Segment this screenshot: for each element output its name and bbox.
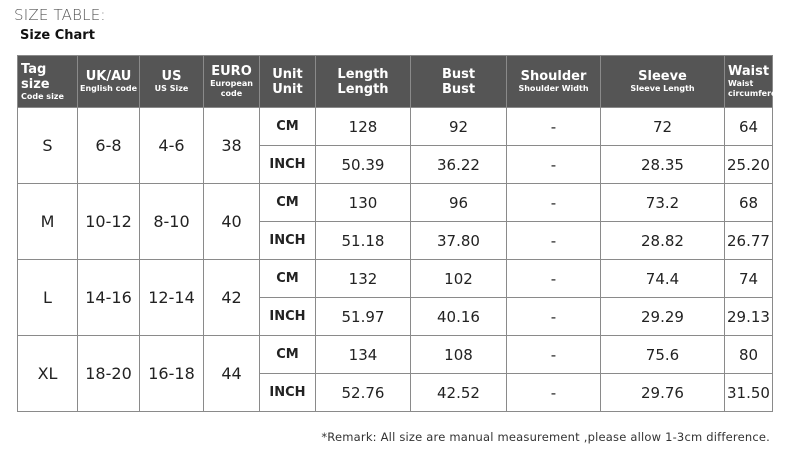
length-cell: 51.18	[316, 222, 411, 260]
waist-cell: 26.77	[725, 222, 773, 260]
uk-au-cell: 18-20	[78, 336, 140, 412]
euro-cell: 44	[204, 336, 260, 412]
bust-cell: 96	[411, 184, 507, 222]
waist-cell: 25.20	[725, 146, 773, 184]
us-cell: 4-6	[140, 108, 204, 184]
bust-cell: 36.22	[411, 146, 507, 184]
tag-size-cell: S	[18, 108, 78, 184]
unit-cell: INCH	[260, 222, 316, 260]
waist-cell: 31.50	[725, 374, 773, 412]
shoulder-cell: -	[507, 298, 601, 336]
bust-cell: 108	[411, 336, 507, 374]
us-cell: 8-10	[140, 184, 204, 260]
header-length: Length Length	[316, 56, 411, 108]
table-row	[18, 108, 773, 146]
us-cell: 16-18	[140, 336, 204, 412]
header-bust: Bust Bust	[411, 56, 507, 108]
shoulder-cell: -	[507, 222, 601, 260]
header-sleeve: Sleeve Sleeve Length	[601, 56, 725, 108]
euro-cell: 38	[204, 108, 260, 184]
sleeve-cell: 28.82	[601, 222, 725, 260]
size-table-title: SIZE TABLE:	[14, 6, 106, 24]
unit-cell: CM	[260, 260, 316, 298]
shoulder-cell: -	[507, 260, 601, 298]
length-cell: 51.97	[316, 298, 411, 336]
length-cell: 50.39	[316, 146, 411, 184]
length-cell: 130	[316, 184, 411, 222]
waist-cell: 29.13	[725, 298, 773, 336]
uk-au-cell: 6-8	[78, 108, 140, 184]
sleeve-cell: 29.29	[601, 298, 725, 336]
size-chart-table	[17, 55, 792, 412]
header-uk-au: UK/AU English code	[78, 56, 140, 108]
remark-note: *Remark: All size are manual measurement ,please allow 1-3cm difference.	[321, 430, 770, 444]
unit-cell: CM	[260, 108, 316, 146]
length-cell: 52.76	[316, 374, 411, 412]
size-chart-subtitle: Size Chart	[20, 28, 95, 43]
header-unit: Unit Unit	[260, 56, 316, 108]
shoulder-cell: -	[507, 336, 601, 374]
sleeve-cell: 28.35	[601, 146, 725, 184]
bust-cell: 40.16	[411, 298, 507, 336]
table-row	[18, 260, 773, 298]
sleeve-cell: 75.6	[601, 336, 725, 374]
header-shoulder: Shoulder Shoulder Width	[507, 56, 601, 108]
uk-au-cell: 10-12	[78, 184, 140, 260]
unit-cell: INCH	[260, 374, 316, 412]
sleeve-cell: 74.4	[601, 260, 725, 298]
euro-cell: 42	[204, 260, 260, 336]
header-waist: Waist Waist circumference	[725, 56, 773, 108]
bust-cell: 42.52	[411, 374, 507, 412]
us-cell: 12-14	[140, 260, 204, 336]
bust-cell: 37.80	[411, 222, 507, 260]
tag-size-cell: M	[18, 184, 78, 260]
waist-cell: 80	[725, 336, 773, 374]
bust-cell: 102	[411, 260, 507, 298]
tag-size-cell: XL	[18, 336, 78, 412]
sleeve-cell: 29.76	[601, 374, 725, 412]
euro-cell: 40	[204, 184, 260, 260]
table-row	[18, 184, 773, 222]
tag-size-cell: L	[18, 260, 78, 336]
header-tag-size: Tag size Code size	[18, 56, 78, 108]
waist-cell: 64	[725, 108, 773, 146]
shoulder-cell: -	[507, 146, 601, 184]
header-row	[18, 56, 773, 108]
unit-cell: CM	[260, 184, 316, 222]
length-cell: 128	[316, 108, 411, 146]
table-row	[18, 336, 773, 374]
uk-au-cell: 14-16	[78, 260, 140, 336]
sleeve-cell: 73.2	[601, 184, 725, 222]
shoulder-cell: -	[507, 374, 601, 412]
waist-cell: 74	[725, 260, 773, 298]
header-euro: EURO European code	[204, 56, 260, 108]
unit-cell: INCH	[260, 298, 316, 336]
header-us: US US Size	[140, 56, 204, 108]
unit-cell: INCH	[260, 146, 316, 184]
shoulder-cell: -	[507, 184, 601, 222]
length-cell: 132	[316, 260, 411, 298]
waist-cell: 68	[725, 184, 773, 222]
bust-cell: 92	[411, 108, 507, 146]
sleeve-cell: 72	[601, 108, 725, 146]
shoulder-cell: -	[507, 108, 601, 146]
unit-cell: CM	[260, 336, 316, 374]
length-cell: 134	[316, 336, 411, 374]
